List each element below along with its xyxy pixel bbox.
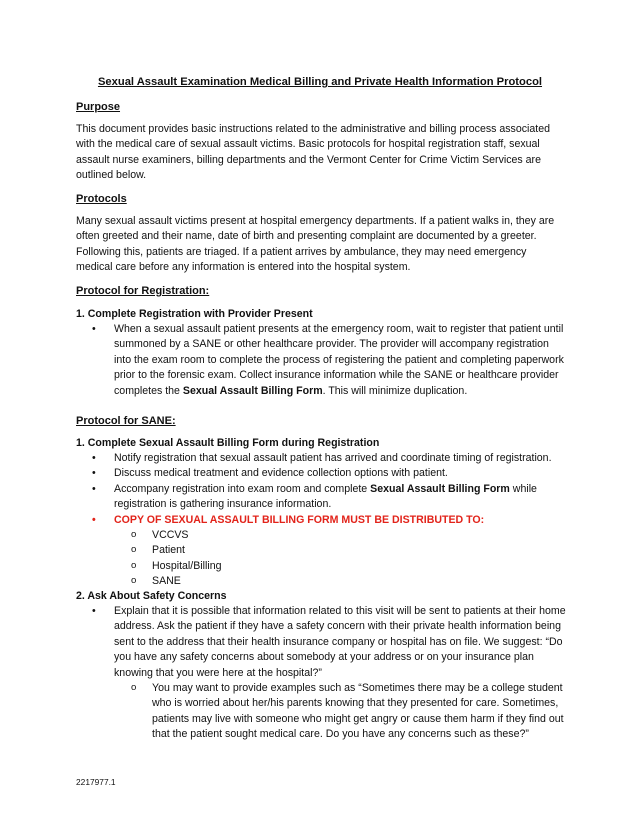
list-item: o Hospital/Billing bbox=[114, 559, 568, 574]
alert-text: COPY OF SEXUAL ASSAULT BILLING FORM MUST BE DISTRIBUTED TO: bbox=[114, 513, 485, 526]
distribution-list bbox=[114, 528, 568, 590]
list-item: o SANE bbox=[114, 574, 568, 589]
sane-bullets bbox=[76, 451, 568, 590]
bullet-text: Accompany registration into exam room and complete bbox=[114, 482, 371, 495]
document-id-footer: 2217977.1 bbox=[76, 777, 116, 787]
list-item bbox=[76, 604, 568, 743]
bullet-text: while registration is gathering insurance information. bbox=[114, 482, 537, 511]
bullet-text: . This will minimize duplication. bbox=[322, 384, 468, 397]
billing-form-name: Sexual Assault Billing Form bbox=[182, 384, 323, 397]
document-title: Sexual Assault Examination Medical Billing and Private Health Information Protocol bbox=[97, 76, 543, 88]
list-item: • Discuss medical treatment and evidence collection options with patient. bbox=[76, 466, 568, 481]
protocols-heading: Protocols bbox=[76, 193, 127, 205]
bullet-text: When a sexual assault patient presents at the emergency room, wait to register that patient until summoned by a SANE or other healthcare provider. The provider will accompany registration into the exam room to complete the process of registering the patient and completing paperwork prior to the forensic exam. Collect insurance information while the SANE or healthcare provider completes the bbox=[114, 323, 564, 397]
registration-step-1: 1. Complete Registration with Provider Present bbox=[76, 308, 313, 320]
list-item bbox=[76, 482, 568, 513]
sane-step-2: 2. Ask About Safety Concerns bbox=[76, 590, 227, 602]
billing-form-name: Sexual Assault Billing Form bbox=[370, 482, 510, 495]
purpose-heading: Purpose bbox=[76, 101, 121, 113]
list-item: o You may want to provide examples such as “Sometimes there may be a college student who is worried about her/his parents knowing that they presented for care. Sometimes, patients may live with someone who might get angry or cause them harm if they find out that the patient sought medical care. Do you have any concerns such as these?” bbox=[114, 681, 568, 743]
registration-heading: Protocol for Registration: bbox=[76, 285, 210, 297]
distribution-alert bbox=[76, 513, 568, 590]
safety-bullets bbox=[76, 604, 568, 743]
list-item: o VCCVS bbox=[114, 528, 568, 543]
registration-bullets bbox=[76, 322, 568, 399]
protocols-text: Many sexual assault victims present at hospital emergency departments. If a patient walks in, they are often greeted and their name, date of birth and presenting complaint are documented by a greeter. Following this, patients are triaged. If a patient arrives by ambulance, they may need emergency medical care before any information is entered into the hospital system. bbox=[76, 215, 555, 274]
sane-heading: Protocol for SANE: bbox=[76, 415, 176, 427]
safety-sub-list bbox=[114, 681, 568, 743]
sane-step-1: 1. Complete Sexual Assault Billing Form during Registration bbox=[76, 437, 380, 449]
purpose-text: This document provides basic instructions related to the administrative and billing process associated with the medical care of sexual assault victims. Basic protocols for hospital registration staff, sexual assault nurse examiners, billing departments and the Vermont Center for Crime Victim Services are outlined below. bbox=[76, 123, 551, 182]
list-item: o Patient bbox=[114, 543, 568, 558]
list-item: • Notify registration that sexual assault patient has arrived and coordinate timing of registration. bbox=[76, 451, 568, 466]
list-item bbox=[76, 322, 568, 399]
bullet-text: Explain that it is possible that information related to this visit will be sent to patients at their home address. Ask the patient if they have a safety concern with their private health information being sent to the address that their health insurance company or hospital has on file. We suggest: “Do you have any safety concerns about somebody at your address or on your insurance plan knowing that you were here at the hospital?” bbox=[114, 605, 566, 679]
